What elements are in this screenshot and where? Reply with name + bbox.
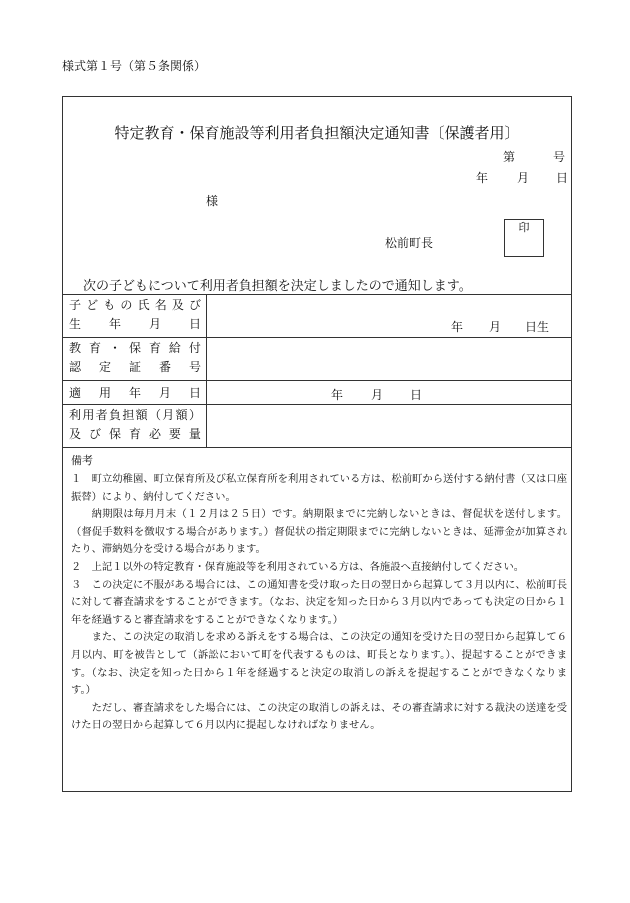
- remark-item-3-lawsuit: また、この決定の取消しを求める訴えをする場合は、この決定の通知を受けた日の翌日から起算して６月以内、町を被告として（訴訟において町を代表するものは、町長となります。）、提起することができます。（なお、決定を知った日から１年を経過すると決定の取消しの訴えを提起することができなくなります。）: [71, 631, 567, 697]
- form-number: 様式第１号（第５条関係）: [62, 59, 207, 73]
- apply-month: 月: [371, 388, 384, 402]
- label-char: 必: [148, 427, 161, 441]
- child-name-label: [69, 296, 201, 334]
- table-column-divider: [206, 294, 207, 447]
- label-char: 育: [128, 427, 141, 441]
- label-char: 氏: [137, 298, 150, 312]
- label-char: 子: [69, 298, 82, 312]
- label-char: 定: [98, 360, 111, 374]
- issue-day: 日: [556, 171, 569, 185]
- label-char: 号: [188, 360, 201, 374]
- label-char: 給: [168, 341, 181, 355]
- issue-year: 年: [476, 171, 489, 185]
- birth-month: 月: [489, 320, 502, 334]
- apply-day: 日: [410, 388, 423, 402]
- fee-label: [69, 406, 201, 444]
- remark-item-3-proviso: ただし、審査請求をした場合には、この決定の取消しの訴えは、その審査請求に対する裁決の送達を受けた日の翌日から起算して６月以内に提起しなければなりません。: [71, 701, 567, 732]
- remark-item-1-detail: 納期限は毎月月末（１２月は２５日）です。納期限までに完納しないときは、督促状を送付します。（督促手数料を徴収する場合があります。）督促状の指定期限までに完納しないときは、延滞金が加算されたり、滞納処分を受ける場合があります。: [71, 508, 567, 556]
- label-char: 認: [69, 360, 82, 374]
- label-char: の: [120, 298, 133, 312]
- label-char: び: [88, 427, 101, 441]
- apply-date: [331, 386, 422, 403]
- label-char: 及: [69, 427, 82, 441]
- label-char: 番: [158, 360, 171, 374]
- apply-year: 年: [331, 388, 344, 402]
- seal-mark: 印: [518, 221, 530, 234]
- birth-year: 年: [451, 320, 464, 334]
- label-char: 保: [128, 341, 141, 355]
- label-char: 育: [88, 341, 101, 355]
- issuer-name: 松前町長: [385, 236, 434, 250]
- label-char: 及: [171, 298, 184, 312]
- label-char: び: [188, 298, 201, 312]
- row-divider-1: [63, 337, 571, 338]
- label-char: 額: [135, 408, 148, 422]
- document-title: 特定教育・保育施設等利用者負担額決定通知書〔保護者用〕: [114, 124, 520, 142]
- label-char: 生: [69, 317, 82, 331]
- row-divider-2: [63, 380, 571, 381]
- remark-item-3: ３ この決定に不服がある場合には、この通知書を受け取った日の翌日から起算して３月以内に、松前町長に対して審査請求をすることができます。（なお、決定を知った日から３月以内であっても決定の日から１年を経過すると審査請求をすることができなくなります。）: [71, 578, 567, 626]
- issue-month: 月: [517, 171, 530, 185]
- row-divider-3: [63, 404, 571, 405]
- doc-number-dai: 第: [503, 150, 516, 164]
- label-char: 月: [148, 317, 161, 331]
- label-char: 月: [162, 408, 175, 422]
- table-bottom-line: [63, 447, 571, 448]
- addressee-suffix: 様: [206, 194, 219, 208]
- remarks-body: [71, 471, 567, 735]
- label-char: も: [103, 298, 116, 312]
- remark-item-1: １ 町立幼稚園、町立保育所及び私立保育所を利用されている方は、松前町から送付する納付書（又は口座振替）により、納付してください。: [71, 473, 567, 503]
- document-number: [503, 148, 565, 165]
- label-char: ・: [108, 341, 121, 355]
- label-char: 日: [188, 386, 201, 400]
- label-char: 用: [98, 386, 111, 400]
- label-char: 量: [188, 427, 201, 441]
- table-top-line: [63, 294, 571, 295]
- label-char: 年: [128, 386, 141, 400]
- label-char: 日: [188, 317, 201, 331]
- cert-number-label: [69, 339, 201, 377]
- birth-day: 日生: [525, 320, 550, 334]
- remark-item-2: ２ 上記１以外の特定教育・保育施設等を利用されている方は、各施設へ直接納付してください。: [71, 560, 525, 573]
- label-char: ）: [188, 408, 201, 422]
- label-char: 要: [168, 427, 181, 441]
- doc-number-go: 号: [553, 150, 566, 164]
- seal-box: [504, 219, 544, 257]
- label-char: （: [148, 408, 161, 422]
- label-char: 者: [95, 408, 108, 422]
- notice-text: 次の子どもについて利用者負担額を決定しましたので通知します。: [83, 279, 472, 294]
- label-char: 用: [82, 408, 95, 422]
- apply-date-label: [69, 382, 201, 404]
- label-char: 証: [128, 360, 141, 374]
- label-char: 育: [148, 341, 161, 355]
- label-char: 負: [108, 408, 121, 422]
- remarks-heading: 備考: [71, 454, 93, 467]
- birth-date: [451, 318, 549, 335]
- notice-form: [62, 96, 572, 792]
- label-char: 教: [69, 341, 82, 355]
- label-char: 額: [175, 408, 188, 422]
- label-char: 適: [69, 386, 82, 400]
- label-char: 月: [158, 386, 171, 400]
- label-char: 利: [69, 408, 82, 422]
- label-char: 保: [108, 427, 121, 441]
- label-char: ど: [86, 298, 99, 312]
- label-char: 年: [108, 317, 121, 331]
- label-char: 名: [154, 298, 167, 312]
- label-char: 担: [122, 408, 135, 422]
- issue-date: [476, 169, 568, 186]
- label-char: 付: [188, 341, 201, 355]
